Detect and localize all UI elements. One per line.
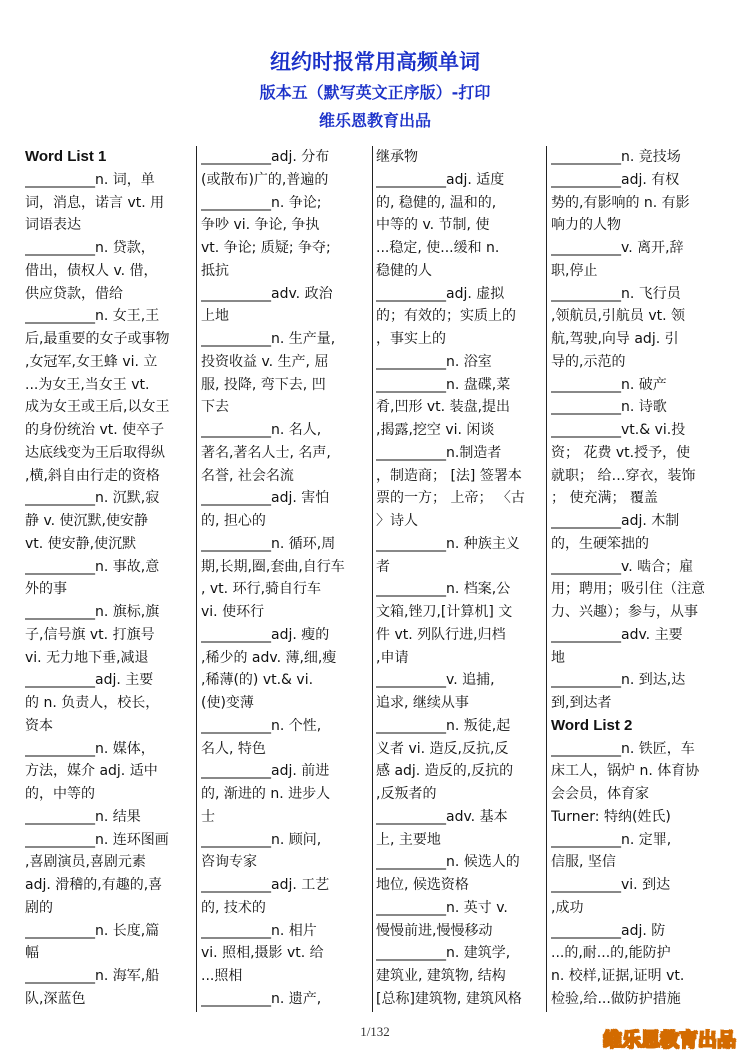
entry-line: 供应贷款，借给 [25, 285, 123, 302]
entry-line: __________v. 离开,辞 [551, 240, 684, 256]
entry-line: 资本 [25, 717, 53, 734]
entry-line: __________v. 啮合；雇 [551, 558, 694, 575]
column-divider [546, 146, 547, 1012]
entry-line: __________n. 生产量, [201, 331, 336, 347]
entry-line: [总称]建筑物, 建筑风格 [376, 990, 522, 1007]
entry-line: 上地 [201, 308, 229, 325]
entry-line: 床工人，锅炉 n. 体育协 [551, 763, 700, 780]
entry-line: 幅 [25, 945, 39, 962]
entry-line: 地位, 候选资格 [376, 877, 469, 893]
entry-line: 名人, 特色 [201, 740, 266, 757]
entry-line: 文箱,锉刀,[计算机] 文 [376, 604, 513, 620]
entry-line: __________n. 连环图画 [25, 831, 169, 848]
entry-line: ,喜剧演员,喜剧元素 [25, 854, 146, 871]
entry-line: 导的,示范的 [551, 353, 626, 370]
entry-line: __________n. 遗产, [201, 990, 322, 1007]
column-3 [376, 146, 546, 1011]
entry-line: __________n. 争论; [201, 194, 322, 211]
entry-line: Turner: 特纳(姓氏) [551, 808, 671, 825]
entry-line: __________vt.& vi.投 [551, 422, 686, 438]
column-1 [25, 146, 195, 1011]
entry-line: 服, 投降, 弯下去, 凹 [201, 376, 326, 393]
entry-line: __________adj. 工艺 [201, 877, 330, 893]
entry-line: ,横,斜自由行走的资格 [25, 467, 160, 484]
entry-line: 响力的人物 [551, 217, 621, 234]
entry-line: 航,驾驶,向导 adj. 引 [551, 331, 679, 347]
entry-line: (或散布)广的,普遍的 [201, 171, 329, 188]
entry-line: __________adv. 主要 [551, 626, 683, 643]
entry-line: 建筑业, 建筑物, 结构 [376, 968, 506, 984]
entry-line: 就职； 给…穿衣，装饰 [551, 467, 696, 484]
entry-line: 的身份统治 vt. 使卒子 [25, 422, 165, 438]
entry-line: __________n. 竞技场 [551, 149, 681, 165]
entry-line: 感 adj. 造反的,反抗的 [376, 763, 514, 780]
entry-line: __________n. 女王,王 [25, 308, 160, 325]
entry-line: 义者 vi. 造反,反抗,反 [376, 740, 509, 757]
entry-line: ...为女王,当女王 vt. [25, 376, 150, 393]
entry-line: 检验,给...做防护措施 [551, 990, 681, 1007]
entry-line: ,揭露,挖空 vi. 闲谈 [376, 422, 495, 438]
entry-line: (使)变薄 [201, 695, 254, 711]
entry-line: ,稀少的 adv. 薄,细,瘦 [201, 649, 337, 666]
entry-line: ，事实上的 [376, 331, 446, 347]
entry-line: 词，消息，诺言 vt. 用 [25, 194, 165, 211]
entry-line: __________n. 名人, [201, 422, 322, 438]
entry-line: __________v. 追捕, [376, 672, 495, 689]
entry-line: __________n. 叛徒,起 [376, 717, 511, 734]
entry-line: ,申请 [376, 649, 409, 666]
entry-line: 咨询专家 [201, 854, 257, 871]
entry-line: 资； 花费 vt.授予，使 [551, 444, 691, 461]
entry-line: __________n. 盘碟,菜 [376, 376, 511, 393]
entry-line: __________adv. 政治 [201, 285, 333, 302]
entry-line: 投资收益 v. 生产, 屈 [201, 353, 329, 370]
entry-line: vi. 使环行 [201, 604, 265, 620]
entry-line: vi. 照相,摄影 vt. 给 [201, 945, 324, 962]
entry-line: 外的事 [25, 581, 67, 598]
entry-line: ,领航员,引航员 vt. 领 [551, 308, 686, 325]
column-divider [196, 146, 197, 1012]
entry-line: 肴,凹形 vt. 装盘,提出 [376, 399, 511, 416]
entry-line: 力、兴趣）；参与，从事 [551, 604, 698, 620]
entry-line: __________adj. 防 [551, 922, 666, 939]
entry-line: 用；聘用；吸引住（注意 [551, 581, 705, 598]
entry-line: __________n. 到达,达 [551, 672, 686, 689]
entry-line: 职,停止 [551, 262, 598, 279]
entry-line: 成为女王或王后,以女王 [25, 399, 170, 416]
entry-line: __________adj. 适度 [376, 171, 505, 188]
entry-line: 士 [201, 808, 215, 825]
entry-line: __________adj. 前进 [201, 763, 330, 780]
entry-line: __________vi. 到达 [551, 877, 671, 893]
entry-line: ...照相 [201, 968, 243, 984]
entry-line: vi. 无力地下垂,减退 [25, 649, 149, 666]
entry-line: 到,到达者 [551, 695, 612, 711]
entry-line: ...稳定, 使...缓和 n. [376, 240, 500, 256]
entry-line: ,稀薄(的) vt.& vi. [201, 672, 314, 689]
entry-line: __________n. 贷款， [25, 240, 155, 256]
entry-line: n. 校样,证据,证明 vt. [551, 968, 685, 984]
entry-line: 中等的 v. 节制, 使 [376, 217, 490, 234]
column-2 [201, 146, 371, 1011]
entry-line: ,女冠军,女王蜂 vi. 立 [25, 353, 158, 370]
entry-line: __________n. 个性, [201, 717, 322, 734]
entry-line: 队,深蓝色 [25, 990, 86, 1007]
entry-line: 票的一方； 上帝； 〈古 [376, 490, 525, 507]
entry-line: __________n. 建筑学, [376, 945, 511, 962]
entry-line: __________n. 旗标,旗 [25, 604, 160, 620]
entry-line: __________n. 诗歌 [551, 399, 667, 416]
entry-line: 慢慢前进,慢慢移动 [376, 922, 493, 939]
entry-line: 的，中等的 [25, 786, 95, 802]
entry-line: __________n. 铁匠，车 [551, 740, 695, 757]
entry-line: 的, 担心的 [201, 513, 266, 529]
entry-line: 的，生硬笨拙的 [551, 535, 649, 552]
entry-line: __________n. 结果 [25, 808, 141, 825]
entry-line: __________adj. 木制 [551, 513, 680, 529]
entry-line: 的, 稳健的, 温和的, [376, 194, 497, 211]
column-4 [551, 146, 723, 1011]
entry-line: __________adj. 害怕 [201, 490, 330, 507]
entry-line: , vt. 环行,骑自行车 [201, 581, 322, 598]
entry-line: ,成功 [551, 899, 584, 916]
entry-line: 的, 渐进的 n. 进步人 [201, 786, 331, 802]
entry-line: vt. 争论; 质疑; 争夺; [201, 240, 331, 256]
entry-line: 方法，媒介 adj. 适中 [25, 763, 158, 780]
entry-line: __________n. 英寸 v. [376, 899, 508, 916]
entry-line: ，制造商； [法] 签署本 [376, 467, 522, 484]
column-divider [372, 146, 373, 1012]
entry-line: 继承物 [376, 149, 418, 165]
entry-line: 追求, 继续从事 [376, 695, 469, 711]
entry-line: 信服, 坚信 [551, 854, 616, 871]
entry-line: 争吵 vi. 争论, 争执 [201, 217, 320, 234]
entry-line: __________n. 浴室 [376, 353, 492, 370]
watermark-logo: 维乐恩教育出品 [602, 1029, 736, 1051]
entry-line: __________adj. 主要 [25, 672, 154, 689]
entry-line: 者 [376, 558, 390, 575]
entry-line: __________n. 循环,周 [201, 535, 336, 552]
entry-line: __________n. 事故,意 [25, 558, 160, 575]
entry-line: 词语表达 [25, 217, 81, 234]
entry-line: 静 v. 使沉默,使安静 [25, 513, 148, 529]
word-list-heading: Word List 2 [551, 716, 633, 734]
entry-line: adj. 滑稽的,有趣的,喜 [25, 877, 163, 893]
entry-line: 的；有效的；实质上的 [376, 308, 516, 325]
entry-line: __________n. 候选人的 [376, 854, 520, 871]
page-subtitle: 版本五（默写英文正序版）-打印 [259, 83, 491, 102]
entry-line: ； 使充满； 覆盖 [551, 490, 658, 507]
entry-line: __________n. 相片 [201, 922, 317, 939]
entry-line: __________adv. 基本 [376, 808, 508, 825]
entry-line: 著名,著名人士, 名声, [201, 444, 331, 461]
entry-line: ...的,耐...的,能防护 [551, 945, 671, 962]
entry-line: 件 vt. 列队行进,归档 [376, 626, 506, 643]
entry-line: __________adj. 虚拟 [376, 285, 505, 302]
entry-line: 上, 主要地 [376, 831, 441, 848]
entry-line: 期,长期,圈,套曲,自行车 [201, 558, 345, 575]
entry-line: vt. 使安静,使沉默 [25, 535, 137, 552]
page-number: 1/132 [360, 1024, 390, 1039]
entry-line: 势的,有影响的 n. 有影 [551, 194, 690, 211]
entry-line: __________n. 档案,公 [376, 581, 511, 598]
entry-line: ,反叛者的 [376, 786, 437, 802]
entry-line: __________n. 飞行员 [551, 285, 681, 302]
entry-line: 的 n. 负责人，校长， [25, 695, 160, 711]
entry-line: 达底线变为王后取得纵 [25, 444, 165, 461]
entry-line: 下去 [201, 399, 229, 416]
entry-line: __________n. 词，单 [25, 171, 155, 188]
entry-line: 地 [551, 649, 565, 666]
entry-line: __________n. 媒体， [25, 740, 155, 757]
entry-line: 抵抗 [201, 262, 229, 279]
entry-line: 〉诗人 [376, 513, 418, 529]
publisher-line: 维乐恩教育出品 [318, 111, 431, 130]
entry-line: __________n. 长度,篇 [25, 922, 160, 939]
page-title: 纽约时报常用高频单词 [270, 50, 480, 74]
entry-line: 子,信号旗 vt. 打旗号 [25, 626, 155, 643]
entry-line: 的, 技术的 [201, 899, 266, 916]
entry-line: __________adj. 分布 [201, 149, 330, 165]
entry-line: __________n. 种族主义 [376, 535, 520, 552]
entry-line: 后,最重要的女子或事物 [25, 331, 170, 347]
entry-line: __________n. 顾问, [201, 831, 322, 848]
entry-line: __________n. 破产 [551, 376, 667, 393]
entry-line: 名誉, 社会名流 [201, 467, 294, 484]
entry-line: __________n.制造者 [376, 444, 502, 461]
entry-line: 剧的 [25, 899, 53, 916]
entry-line: 会会员，体育家 [551, 786, 649, 802]
entry-line: __________adj. 有权 [551, 171, 680, 188]
entry-line: 稳健的人 [376, 262, 432, 279]
entry-line: __________adj. 瘦的 [201, 626, 330, 643]
entry-line: __________n. 定罪, [551, 831, 672, 848]
entry-line: 借出，债权人 v. 借， [25, 262, 158, 279]
entry-line: __________n. 沉默,寂 [25, 490, 160, 507]
word-list-heading: Word List 1 [25, 148, 107, 165]
entry-line: __________n. 海军,船 [25, 968, 160, 984]
